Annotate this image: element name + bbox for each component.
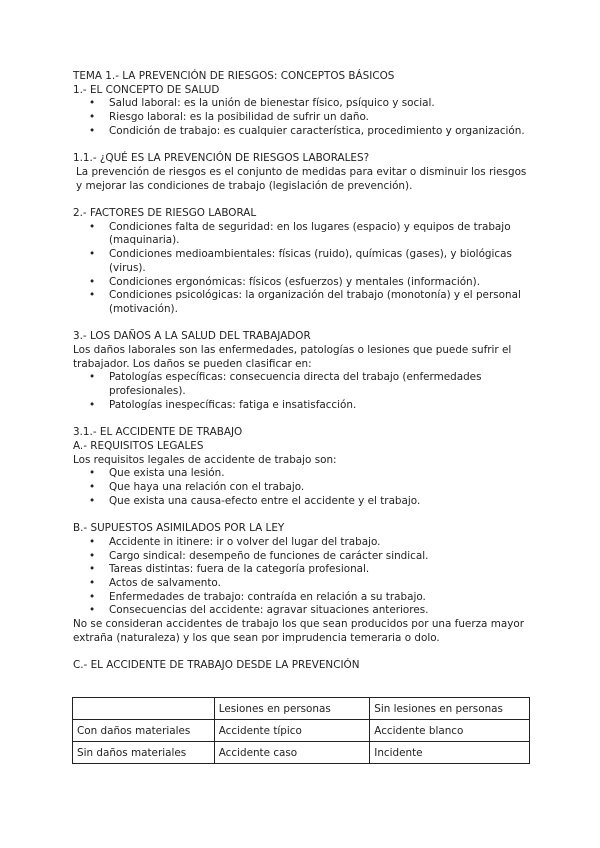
table-cell: Con daños materiales [73,720,215,742]
section-3-1-heading: 3.1.- EL ACCIDENTE DE TRABAJO [73,426,243,439]
accident-table [72,697,530,764]
list-item: • Condiciones ergonómicas: físicos (esfuerzos) y mentales (información). [73,276,533,290]
section-c-heading: C.- EL ACCIDENTE DE TRABAJO DESDE LA PREVENCIÓN [73,659,360,672]
document-title: TEMA 1.- LA PREVENCIÓN DE RIESGOS: CONCEPTOS BÁSICOS [73,70,395,82]
list-item: • Consecuencias del accidente: agravar situaciones anteriores. [73,604,533,618]
section-1-1-heading: 1.1.- ¿QUÉ ES LA PREVENCIÓN DE RIESGOS LABORALES? [73,152,370,165]
list-item: • Que exista una causa-efecto entre el accidente y el trabajo. [73,495,533,509]
list-item: • Condiciones falta de seguridad: en los lugares (espacio) y equipos de trabajo (maquinaria). [73,221,533,248]
list-item: • Condiciones psicológicas: la organización del trabajo (monotonía) y el personal (motivación). [73,289,533,316]
document-body [73,70,533,673]
section-1-list [73,97,533,138]
table-cell: Incidente [370,742,530,764]
table-cell: Sin daños materiales [73,742,215,764]
list-item: • Actos de salvamento. [73,577,533,591]
list-item: • Patologías inespecíficas: fatiga e insatisfacción. [73,399,533,413]
list-item: • Enfermedades de trabajo: contraída en relación a su trabajo. [73,591,533,605]
section-b-list [73,536,533,618]
list-item: • Que exista una lesión. [73,467,533,481]
table-cell: Sin lesiones en personas [370,698,530,720]
section-3-list [73,371,533,412]
table-cell: Accidente típico [214,720,370,742]
list-item: • Tareas distintas: fuera de la categoría profesional. [73,563,533,577]
section-a-heading: A.- REQUISITOS LEGALES [73,439,204,452]
list-item: • Riesgo laboral: es la posibilidad de sufrir un daño. [73,111,533,125]
list-item: • Accidente in itinere: ir o volver del lugar del trabajo. [73,536,533,550]
table-cell [73,698,215,720]
table-row [73,720,530,742]
section-2-heading: 2.- FACTORES DE RIESGO LABORAL [73,207,257,219]
section-3-heading: 3.- LOS DAÑOS A LA SALUD DEL TRABAJADOR [73,330,311,343]
list-item: • Patologías específicas: consecuencia directa del trabajo (enfermedades profesionales). [73,371,533,398]
section-b-text: No se consideran accidentes de trabajo los que sean producidos por una fuerza mayor extraña (naturaleza) y los que sean por imprudencia temeraria o dolo. [73,618,524,644]
list-item: • Que haya una relación con el trabajo. [73,481,533,495]
section-a-text: Los requisitos legales de accidente de trabajo son: [73,453,337,466]
section-1-heading: 1.- EL CONCEPTO DE SALUD [73,83,220,96]
section-3-text: Los daños laborales son las enfermedades, patologías o lesiones que puede sufrir el trabajador. Los daños se pueden clasificar en: [73,344,512,370]
table-row [73,742,530,764]
section-b-heading: B.- SUPUESTOS ASIMILADOS POR LA LEY [73,522,285,535]
table-cell: Accidente caso [214,742,370,764]
list-item: • Condición de trabajo: es cualquier característica, procedimiento y organización. [73,125,533,139]
list-item: • Salud laboral: es la unión de bienestar físico, psíquico y social. [73,97,533,111]
list-item: • Condiciones medioambientales: físicas (ruido), químicas (gases), y biológicas (virus). [73,248,533,275]
section-1-1-text: La prevención de riesgos es el conjunto de medidas para evitar o disminuir los riesgos y mejorar las condiciones de trabajo (legislación de prevención). [76,165,527,192]
table-header-row [73,698,530,720]
table-cell: Accidente blanco [370,720,530,742]
table-cell: Lesiones en personas [214,698,370,720]
section-a-list [73,467,533,508]
list-item: • Cargo sindical: desempeño de funciones de carácter sindical. [73,550,533,564]
section-2-list [73,221,533,317]
